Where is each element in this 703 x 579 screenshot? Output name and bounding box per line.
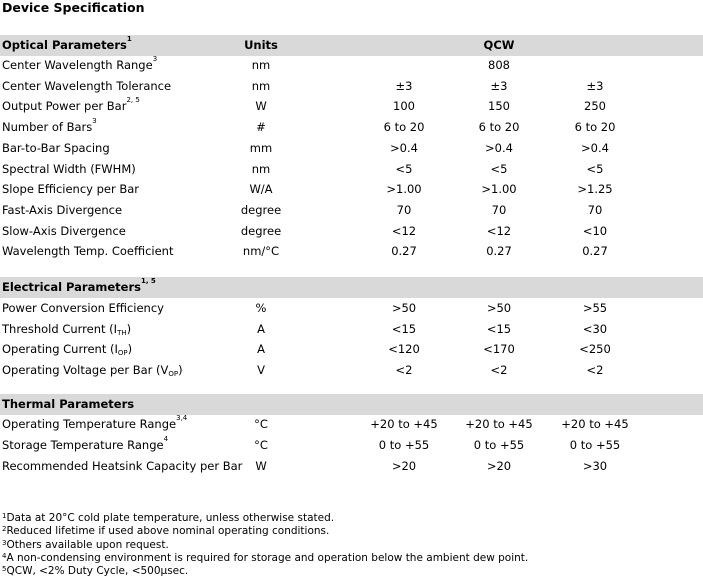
value-cell: >30 xyxy=(582,459,608,473)
unit-cell: W xyxy=(255,459,267,473)
value-cell: 0.27 xyxy=(582,244,608,259)
value-cell: 6 to 20 xyxy=(574,120,616,135)
table-row xyxy=(0,200,703,221)
table-row xyxy=(0,319,703,340)
value-cell: <12 xyxy=(486,223,512,238)
value-cell: 0 to +55 xyxy=(378,438,430,452)
unit-cell: nm/°C xyxy=(242,244,280,259)
parameter-label: Wavelength Temp. Coefficient xyxy=(2,244,174,259)
value-cell: <170 xyxy=(483,342,515,356)
table-row xyxy=(0,456,703,477)
value-cell: +20 to +45 xyxy=(370,417,438,431)
unit-cell: V xyxy=(257,362,265,377)
value-cell: 0 to +55 xyxy=(473,438,525,452)
optical-header-label: Optical Parameters$^1$ xyxy=(2,35,132,52)
table-row xyxy=(0,221,703,242)
thermal-header-label: Thermal Parameters xyxy=(2,397,135,411)
value-cell: ±3 xyxy=(586,78,604,93)
value-cell: <15 xyxy=(486,321,512,336)
value-cell: <2 xyxy=(490,362,508,377)
value-cell: 70 xyxy=(396,202,412,217)
unit-cell: % xyxy=(255,301,267,315)
value-cell: 0.27 xyxy=(486,244,512,259)
footnote: $^2$Reduced lifetime if used above nominal operating conditions. xyxy=(2,525,330,538)
qcw-header: QCW xyxy=(483,38,515,52)
value-cell: <15 xyxy=(391,321,417,336)
units-header: Units xyxy=(244,38,278,52)
footnote: $^4$A non-condensing environment is required for storage and operation below the ambient dew point. xyxy=(2,551,529,564)
value-cell: >50 xyxy=(486,301,512,315)
table-row xyxy=(0,55,703,76)
parameter-label: Slow-Axis Divergence xyxy=(2,223,126,238)
table-row xyxy=(0,117,703,138)
unit-cell: A xyxy=(257,321,265,336)
parameter-label: Storage Temperature Range$^4$ xyxy=(2,435,169,452)
table-row xyxy=(0,360,703,381)
parameter-label: Center Wavelength Tolerance xyxy=(2,78,172,93)
parameter-label: Operating Voltage per Bar $(V_{OP})$ xyxy=(2,362,183,378)
unit-cell: # xyxy=(256,120,266,135)
footnote: $^5$QCW, <2% Duty Cycle, <500μsec. xyxy=(2,565,189,578)
table-row xyxy=(0,435,703,456)
footnote: $^3$Others available upon request. xyxy=(2,538,169,551)
value-cell: >0.4 xyxy=(581,140,609,155)
value-cell: <120 xyxy=(388,342,420,356)
unit-cell: nm xyxy=(251,78,271,93)
table-row xyxy=(0,298,703,319)
value-cell: 6 to 20 xyxy=(478,120,520,135)
table-row xyxy=(0,159,703,180)
value-cell: <250 xyxy=(579,342,611,356)
thermal-parameters-header xyxy=(0,394,703,415)
parameter-label: Fast-Axis Divergence xyxy=(2,202,123,217)
parameter-label: Threshold Current $(I_{TH})$ xyxy=(2,321,132,337)
electrical-header-label: Electrical Parameters$^{1, 5}$ xyxy=(2,277,156,294)
value-cell: >0.4 xyxy=(390,140,418,155)
table-row xyxy=(0,414,703,435)
parameter-label: Spectral Width (FWHM) xyxy=(2,161,136,176)
table-row xyxy=(0,96,703,117)
parameter-label: Slope Efficiency per Bar xyxy=(2,182,140,197)
value-cell: <5 xyxy=(490,161,508,176)
value-cell: 150 xyxy=(488,99,510,114)
parameter-label: Recommended Heatsink Capacity per Bar xyxy=(2,459,243,473)
table-row xyxy=(0,339,703,360)
value-cell: +20 to +45 xyxy=(465,417,533,431)
value-cell: 808 xyxy=(488,58,510,72)
value-cell: <2 xyxy=(395,362,413,377)
value-cell: >1.00 xyxy=(386,182,422,197)
value-cell: 0.27 xyxy=(391,244,417,259)
value-cell: >0.4 xyxy=(485,140,513,155)
parameter-label: Bar-to-Bar Spacing xyxy=(2,140,110,155)
table-row xyxy=(0,76,703,97)
unit-cell: mm xyxy=(249,140,273,155)
table-row xyxy=(0,138,703,159)
value-cell: 100 xyxy=(393,99,415,114)
value-cell: <10 xyxy=(582,223,608,238)
value-cell: 6 to 20 xyxy=(383,120,425,135)
unit-cell: A xyxy=(257,342,265,356)
value-cell: <12 xyxy=(391,223,417,238)
value-cell: <5 xyxy=(586,161,604,176)
unit-cell: W xyxy=(255,99,267,114)
parameter-label: Operating Temperature Range$^{3,4}$ xyxy=(2,414,188,431)
unit-cell: W/A xyxy=(249,182,273,197)
parameter-label: Operating Current $(I_{OP})$ xyxy=(2,342,133,357)
value-cell: >55 xyxy=(582,301,608,315)
value-cell: >1.00 xyxy=(481,182,517,197)
parameter-label: Center Wavelength Range$^3$ xyxy=(2,55,158,72)
value-cell: <5 xyxy=(395,161,413,176)
electrical-parameters-header xyxy=(0,277,703,298)
parameter-label: Power Conversion Efficiency xyxy=(2,301,164,315)
table-row xyxy=(0,179,703,200)
value-cell: ±3 xyxy=(395,78,413,93)
value-cell: <2 xyxy=(586,362,604,377)
value-cell: >1.25 xyxy=(577,182,613,197)
value-cell: >20 xyxy=(391,459,417,473)
value-cell: >20 xyxy=(486,459,512,473)
value-cell: >50 xyxy=(391,301,417,315)
parameter-label: Output Power per Bar$^{2, 5}$ xyxy=(2,96,140,114)
value-cell: 70 xyxy=(587,202,603,217)
table-row xyxy=(0,241,703,262)
optical-parameters-header xyxy=(0,35,703,56)
value-cell: 250 xyxy=(584,99,606,114)
unit-cell: °C xyxy=(254,438,268,452)
page-title: Device Specification xyxy=(2,0,145,15)
value-cell: 70 xyxy=(491,202,507,217)
value-cell: ±3 xyxy=(490,78,508,93)
unit-cell: degree xyxy=(240,223,282,238)
unit-cell: nm xyxy=(251,161,271,176)
unit-cell: nm xyxy=(251,58,271,72)
value-cell: <30 xyxy=(582,321,608,336)
value-cell: +20 to +45 xyxy=(561,417,629,431)
footnote: $^1$Data at 20°C cold plate temperature, unless otherwise stated. xyxy=(2,512,335,524)
unit-cell: degree xyxy=(240,202,282,217)
value-cell: 0 to +55 xyxy=(569,438,621,452)
parameter-label: Number of Bars$^3$ xyxy=(2,117,97,135)
unit-cell: °C xyxy=(254,417,268,431)
